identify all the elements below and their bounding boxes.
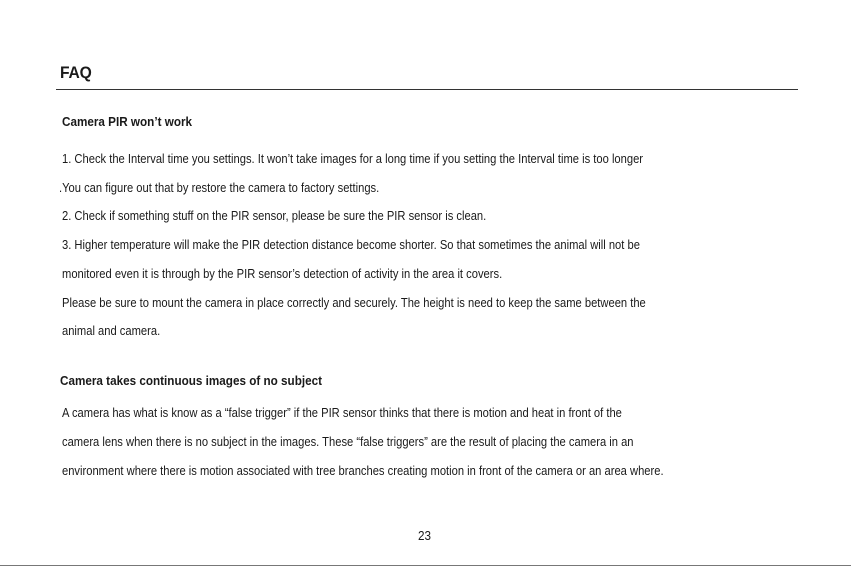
faq-line: 2. Check if something stuff on the PIR sensor, please be sure the PIR sensor is clean.	[62, 208, 487, 223]
page-heading: FAQ	[60, 63, 92, 82]
faq-line: 1. Check the Interval time you settings. It won’t take images for a long time if you setting the Interval time is too longer	[62, 151, 644, 166]
faq-line: monitored even it is through by the PIR sensor’s detection of activity in the area it covers.	[62, 266, 503, 281]
page-bottom-rule	[0, 565, 851, 566]
section-title-pir: Camera PIR won’t work	[62, 114, 193, 129]
faq-line: A camera has what is know as a “false trigger” if the PIR sensor thinks that there is motion and heat in front of the	[62, 405, 622, 420]
faq-line: .You can figure out that by restore the camera to factory settings.	[59, 180, 380, 195]
page-number: 23	[418, 528, 432, 543]
faq-line: environment where there is motion associated with tree branches creating motion in front of the camera or an area where.	[62, 463, 664, 478]
faq-line: camera lens when there is no subject in the images. These “false triggers” are the result of placing the camera in an	[62, 434, 634, 449]
heading-divider	[56, 89, 798, 90]
faq-line: 3. Higher temperature will make the PIR detection distance become shorter. So that sometimes the animal will not be	[62, 237, 640, 252]
section-title-continuous: Camera takes continuous images of no subject	[60, 373, 323, 388]
faq-line: Please be sure to mount the camera in place correctly and securely. The height is need to keep the same between the	[62, 295, 646, 310]
faq-line: animal and camera.	[62, 323, 161, 338]
